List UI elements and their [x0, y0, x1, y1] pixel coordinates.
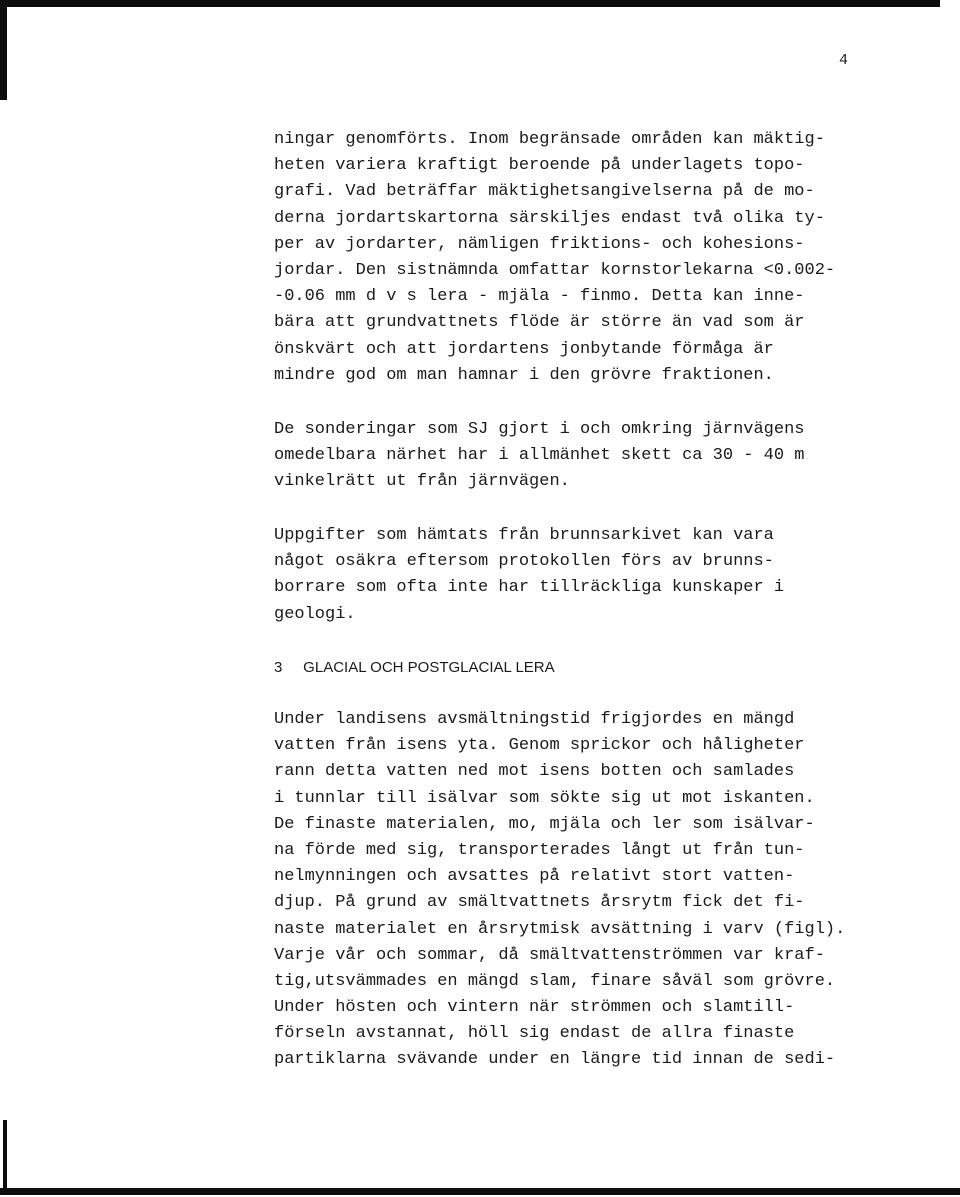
scan-border-bottom [0, 1188, 960, 1195]
text-line: geologi. [274, 604, 356, 624]
text-line: nelmynningen och avsattes på relativt stort vatten- [274, 867, 795, 887]
paragraph-1 [274, 127, 874, 389]
text-line: Uppgifter som hämtats från brunnsarkivet kan vara [274, 526, 774, 545]
text-line: förseln avstannat, höll sig endast de allra finaste [274, 1024, 795, 1044]
text-line: Under landisens avsmältningstid frigjordes en mängd [274, 710, 795, 729]
text-line: derna jordartskartorna särskiljes endast två olika ty- [274, 208, 825, 228]
paragraph-3 [274, 523, 874, 628]
text-line: i tunnlar till isälvar som sökte sig ut mot iskanten. [274, 788, 815, 808]
text-line: -0.06 mm d v s lera - mjäla - finmo. Detta kan inne- [274, 287, 805, 307]
text-line: na förde med sig, transporterades långt ut från tun- [274, 840, 805, 860]
scan-border-top [0, 0, 940, 7]
text-line: De finaste materialen, mo, mjäla och ler som isälvar- [274, 814, 815, 834]
text-line: vatten från isens yta. Genom sprickor och håligheter [274, 736, 805, 756]
text-line: De sonderingar som SJ gjort i och omkring järnvägens [274, 420, 805, 439]
scan-border-left [0, 0, 7, 100]
text-line: grafi. Vad beträffar mäktighetsangivelserna på de mo- [274, 182, 815, 202]
paragraph-2 [274, 417, 874, 496]
text-line: partiklarna svävande under en längre tid innan de sedi- [274, 1050, 836, 1070]
text-line: ningar genomförts. Inom begränsade områden kan mäktig- [274, 130, 825, 149]
text-line: rann detta vatten ned mot isens botten och samlades [274, 762, 795, 782]
text-line: mindre god om man hamnar i den grövre fraktionen. [274, 365, 774, 385]
heading-text: 3 GLACIAL OCH POSTGLACIAL LERA [274, 659, 555, 676]
page-number: 4 [839, 52, 849, 69]
paragraph-4 [274, 707, 874, 1074]
text-line: per av jordarter, nämligen friktions- och kohesions- [274, 234, 805, 254]
text-line: vinkelrätt ut från järnvägen. [274, 472, 570, 492]
scan-border-left-lower [3, 1120, 7, 1192]
text-line: tig,utsvämmades en mängd slam, finare såväl som grövre. [274, 971, 836, 991]
text-line: önskvärt och att jordartens jonbytande förmåga är [274, 339, 774, 359]
text-line: omedelbara närhet har i allmänhet skett ca 30 - 40 m [274, 446, 805, 466]
text-line: heten variera kraftigt beroende på underlagets topo- [274, 156, 805, 176]
text-line: Under hösten och vintern när strömmen och slamtill- [274, 998, 795, 1018]
text-line: Varje vår och sommar, då smältvattenströmmen var kraf- [274, 945, 825, 965]
section-heading [274, 655, 874, 681]
text-line: naste materialet en årsrytmisk avsättning i varv (figl). [274, 919, 846, 939]
text-line: jordar. Den sistnämnda omfattar kornstorlekarna <0.002- [274, 260, 836, 280]
text-line: bära att grundvattnets flöde är större än vad som är [274, 313, 805, 333]
text-line: något osäkra eftersom protokollen förs av brunns- [274, 552, 774, 572]
text-line: djup. På grund av smältvattnets årsrytm fick det fi- [274, 893, 805, 913]
text-line: borrare som ofta inte har tillräckliga kunskaper i [274, 578, 785, 598]
